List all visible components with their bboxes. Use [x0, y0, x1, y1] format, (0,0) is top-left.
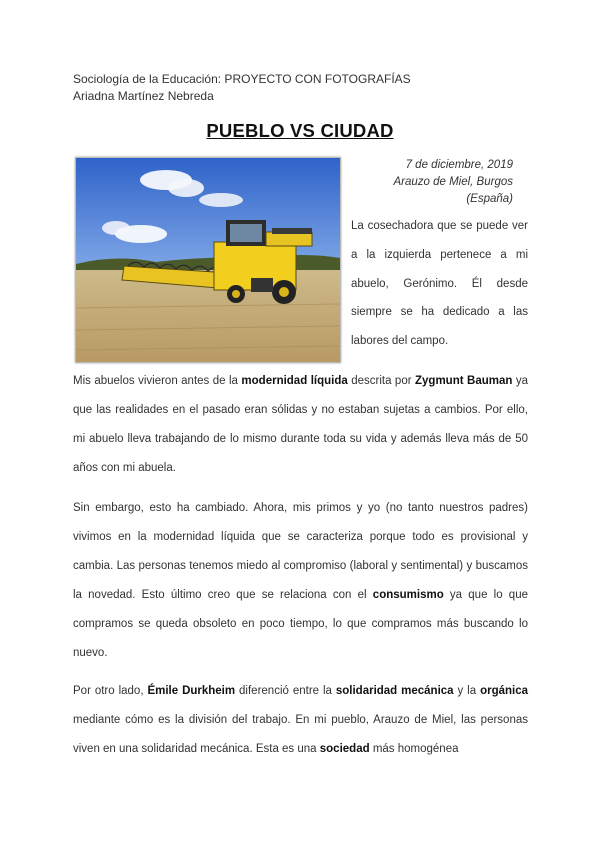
photo-metadata: [355, 157, 513, 208]
author-line: Ariadna Martínez Nebreda: [73, 89, 214, 103]
text: Mis abuelos vivieron antes de la: [73, 375, 242, 387]
text: más homogénea: [369, 743, 459, 755]
photo-caption-text: La cosechadora que se puede ver a la izquierda pertenece a mi abuelo, Gerónimo. Él desde siempre se ha dedicado a las labores del campo.: [351, 220, 528, 348]
paragraph-durkheim: [73, 677, 528, 764]
bold-term: consumismo: [372, 589, 444, 601]
paragraph-consumismo: [73, 494, 528, 668]
page-title: PUEBLO VS CIUDAD: [206, 120, 394, 141]
paragraph-bauman: [73, 367, 528, 483]
bold-term: modernidad líquida: [241, 375, 348, 387]
text: Por otro lado,: [73, 685, 148, 697]
document-header: [73, 71, 411, 105]
text: descrita por: [347, 375, 416, 387]
combine-harvester-photo: [75, 157, 341, 363]
bold-term: Zygmunt Bauman: [415, 375, 513, 387]
photo-place: Arauzo de Miel, Burgos (España): [393, 176, 513, 205]
text: mediante cómo es la división del trabajo. En mi pueblo, Arauzo de Miel, las personas viven en una solidaridad mecánica. Esta es una: [73, 714, 528, 755]
text: y la: [453, 685, 481, 697]
bold-term: solidaridad mecánica: [335, 685, 454, 697]
photo-date: 7 de diciembre, 2019: [405, 159, 513, 171]
text: ya que las realidades en el pasado eran sólidas y no estaban sujetas a cambios. Por ello, mi abuelo lleva trabajando de lo mismo durante toda su vida y además lleva más de 50 años con mi abuela.: [73, 375, 529, 474]
course-line: Sociología de la Educación: PROYECTO CON FOTOGRAFÍAS: [73, 72, 411, 86]
bold-term: orgánica: [480, 685, 528, 697]
bold-term: Émile Durkheim: [147, 685, 236, 697]
text: ya que lo que compramos se queda obsoleto en poco tiempo, lo que compramos más buscando lo nuevo.: [73, 589, 528, 659]
bold-term: sociedad: [319, 743, 370, 755]
text: Sin embargo, esto ha cambiado. Ahora, mis primos y yo (no tanto nuestros padres) vivimos en la modernidad líquida que se caracteriza porque todo es provisional y cambia. Las personas tenemos miedo al compromiso (laboral y sentimental) y buscamos la novedad. Esto último creo que se relaciona con el: [73, 502, 528, 601]
text: diferenció entre la: [235, 685, 336, 697]
